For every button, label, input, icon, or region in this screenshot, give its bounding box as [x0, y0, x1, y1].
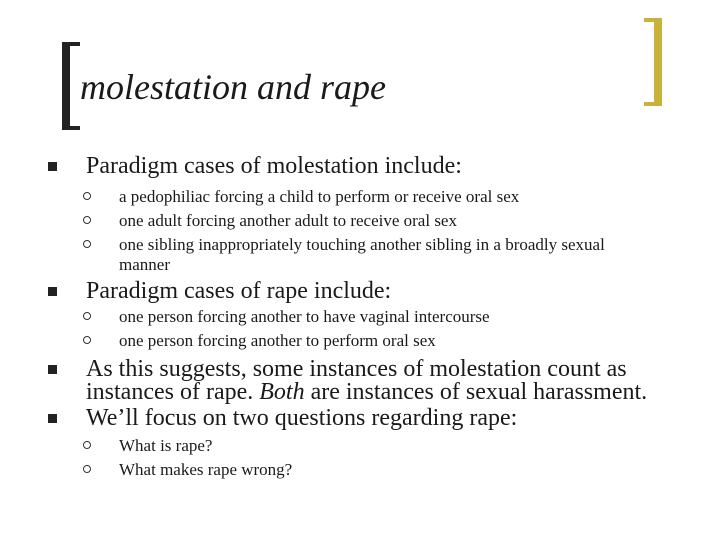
bullet-text: Paradigm cases of rape include: — [86, 278, 392, 304]
sub-bullet-item — [119, 436, 659, 456]
sub-bullet-text: one person forcing another to perform oral sex — [119, 331, 436, 350]
bullet-item — [86, 155, 676, 178]
sub-bullet-item — [119, 211, 659, 231]
bullet-item — [86, 358, 676, 404]
title-bracket-left-top — [62, 42, 80, 46]
sub-bullet-text: a pedophiliac forcing a child to perform or receive oral sex — [119, 187, 520, 206]
circle-bullet-icon — [83, 192, 91, 200]
square-bullet-icon — [48, 365, 57, 374]
title-bracket-right-top — [644, 18, 662, 22]
square-bullet-icon — [48, 162, 57, 171]
title-bracket-right-bottom — [644, 102, 662, 106]
circle-bullet-icon — [83, 465, 91, 473]
bullet-text-before: As this suggests, some instances of molestation count as instances of rape. — [86, 356, 627, 405]
bullet-text-after: are instances of sexual harassment. — [310, 379, 648, 405]
circle-bullet-icon — [83, 312, 91, 320]
sub-bullet-text: one sibling inappropriately touching another sibling in a broadly sexual manner — [119, 235, 605, 274]
sub-bullet-item — [119, 460, 659, 480]
sub-bullet-item — [119, 307, 659, 327]
bullet-text: We’ll focus on two questions regarding rape: — [86, 405, 518, 431]
title-bracket-right — [654, 18, 662, 106]
bullet-item — [86, 407, 676, 430]
bullet-text: Paradigm cases of molestation include: — [86, 153, 462, 179]
circle-bullet-icon — [83, 441, 91, 449]
bullet-item — [86, 280, 676, 303]
sub-bullet-item — [119, 331, 659, 351]
sub-bullet-text: one adult forcing another adult to receive oral sex — [119, 211, 457, 230]
sub-bullet-text: What makes rape wrong? — [119, 460, 293, 479]
sub-bullet-text: What is rape? — [119, 436, 213, 455]
title-bracket-left — [62, 42, 70, 130]
sub-bullet-text: one person forcing another to have vaginal intercourse — [119, 307, 490, 326]
circle-bullet-icon — [83, 240, 91, 248]
title-bracket-left-bottom — [62, 126, 80, 130]
slide-title: molestation and rape — [80, 67, 386, 107]
square-bullet-icon — [48, 287, 57, 296]
circle-bullet-icon — [83, 216, 91, 224]
sub-bullet-item — [119, 187, 659, 207]
square-bullet-icon — [48, 414, 57, 423]
sub-bullet-item — [119, 235, 659, 275]
circle-bullet-icon — [83, 336, 91, 344]
bullet-text-emphasis: Both — [259, 379, 305, 405]
